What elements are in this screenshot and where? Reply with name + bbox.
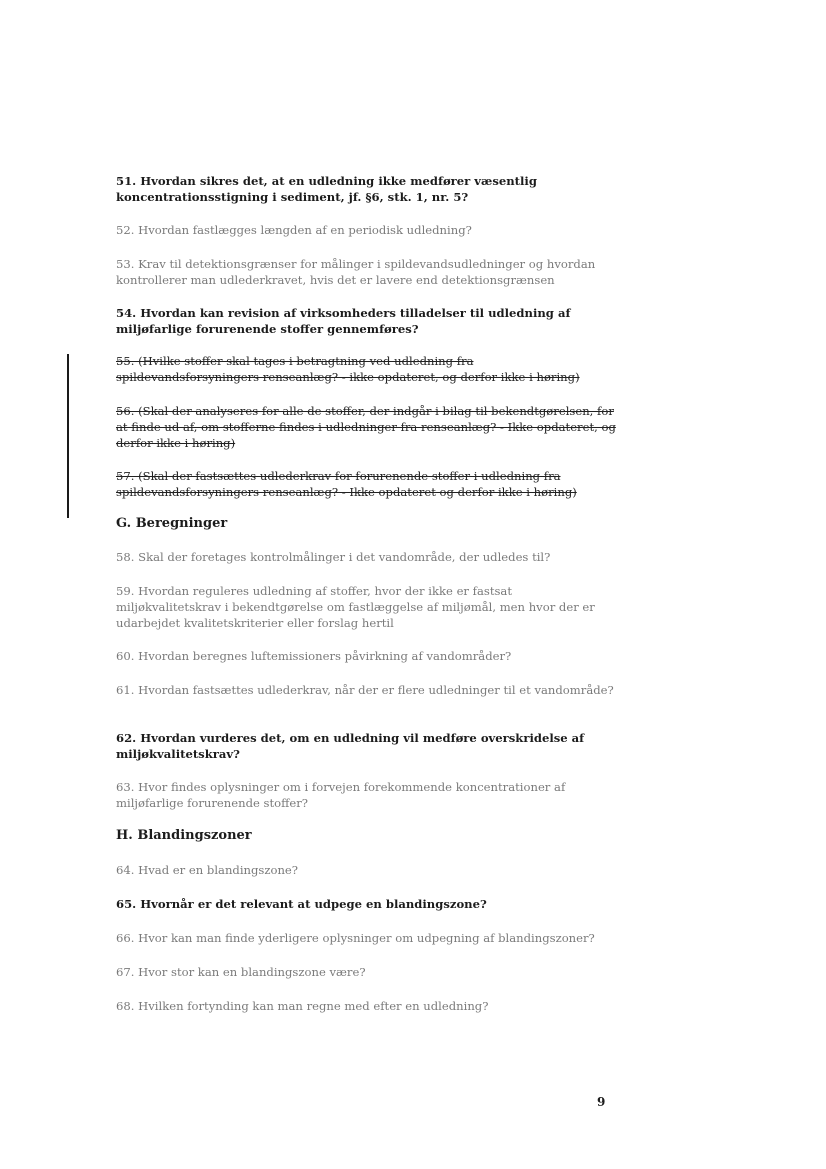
section-heading-g: G. Beregninger <box>116 516 228 531</box>
question-57-struck: 57. (Skal der fastsættes udlederkrav for forurenende stoffer i udledning fra spildevandsforsyningers renseanlæg? - Ikke opdateret og derfor ikke i høring) <box>116 469 577 499</box>
question-64: 64. Hvad er en blandingszone? <box>116 863 299 877</box>
question-62: 62. Hvordan vurderes det, om en udledning vil medføre overskridelse af miljøkvalitetskrav? <box>116 731 585 761</box>
page-number: 9 <box>597 1095 606 1109</box>
section-heading-h: H. Blandingszoner <box>116 828 252 843</box>
question-55-struck: 55. (Hvilke stoffer skal tages i betragtning ved udledning fra spildevandsforsyningers renseanlæg? - ikke opdateret, og derfor ikke i høring) <box>116 354 580 384</box>
revision-change-bar <box>67 354 69 518</box>
question-65: 65. Hvornår er det relevant at udpege en blandingszone? <box>116 897 487 911</box>
question-68: 68. Hvilken fortynding kan man regne med efter en udledning? <box>116 999 489 1013</box>
question-53: 53. Krav til detektionsgrænser for målinger i spildevandsudledninger og hvordan kontrollerer man udlederkravet, hvis det er lavere end detektionsgrænsen <box>116 257 596 287</box>
question-52: 52. Hvordan fastlægges længden af en periodisk udledning? <box>116 223 472 237</box>
question-58: 58. Skal der foretages kontrolmålinger i det vandområde, der udledes til? <box>116 550 551 564</box>
question-67: 67. Hvor stor kan en blandingszone være? <box>116 965 366 979</box>
question-60: 60. Hvordan beregnes luftemissioners påvirkning af vandområder? <box>116 649 512 663</box>
question-63: 63. Hvor findes oplysninger om i forvejen forekommende koncentrationer af miljøfarlige forurenende stoffer? <box>116 780 566 810</box>
question-61: 61. Hvordan fastsættes udlederkrav, når der er flere udledninger til et vandområde? <box>116 683 614 697</box>
question-66: 66. Hvor kan man finde yderligere oplysninger om udpegning af blandingszoner? <box>116 931 595 945</box>
question-51: 51. Hvordan sikres det, at en udledning ikke medfører væsentlig koncentrationsstigning i sediment, jf. §6, stk. 1, nr. 5? <box>116 174 537 204</box>
question-59: 59. Hvordan reguleres udledning af stoffer, hvor der ikke er fastsat miljøkvalitetskrav i bekendtgørelse om fastlæggelse af miljømål, men hvor der er udarbejdet kvalitetskriterier eller forslag hertil <box>116 584 595 630</box>
question-56-struck: 56. (Skal der analyseres for alle de stoffer, der indgår i bilag til bekendtgørelsen, for at finde ud af, om stofferne findes i udledninger fra renseanlæg? - Ikke opdateret, og derfor ikke i høring) <box>116 404 616 450</box>
question-54: 54. Hvordan kan revision af virksomheders tilladelser til udledning af miljøfarlige forurenende stoffer gennemføres? <box>116 306 571 336</box>
